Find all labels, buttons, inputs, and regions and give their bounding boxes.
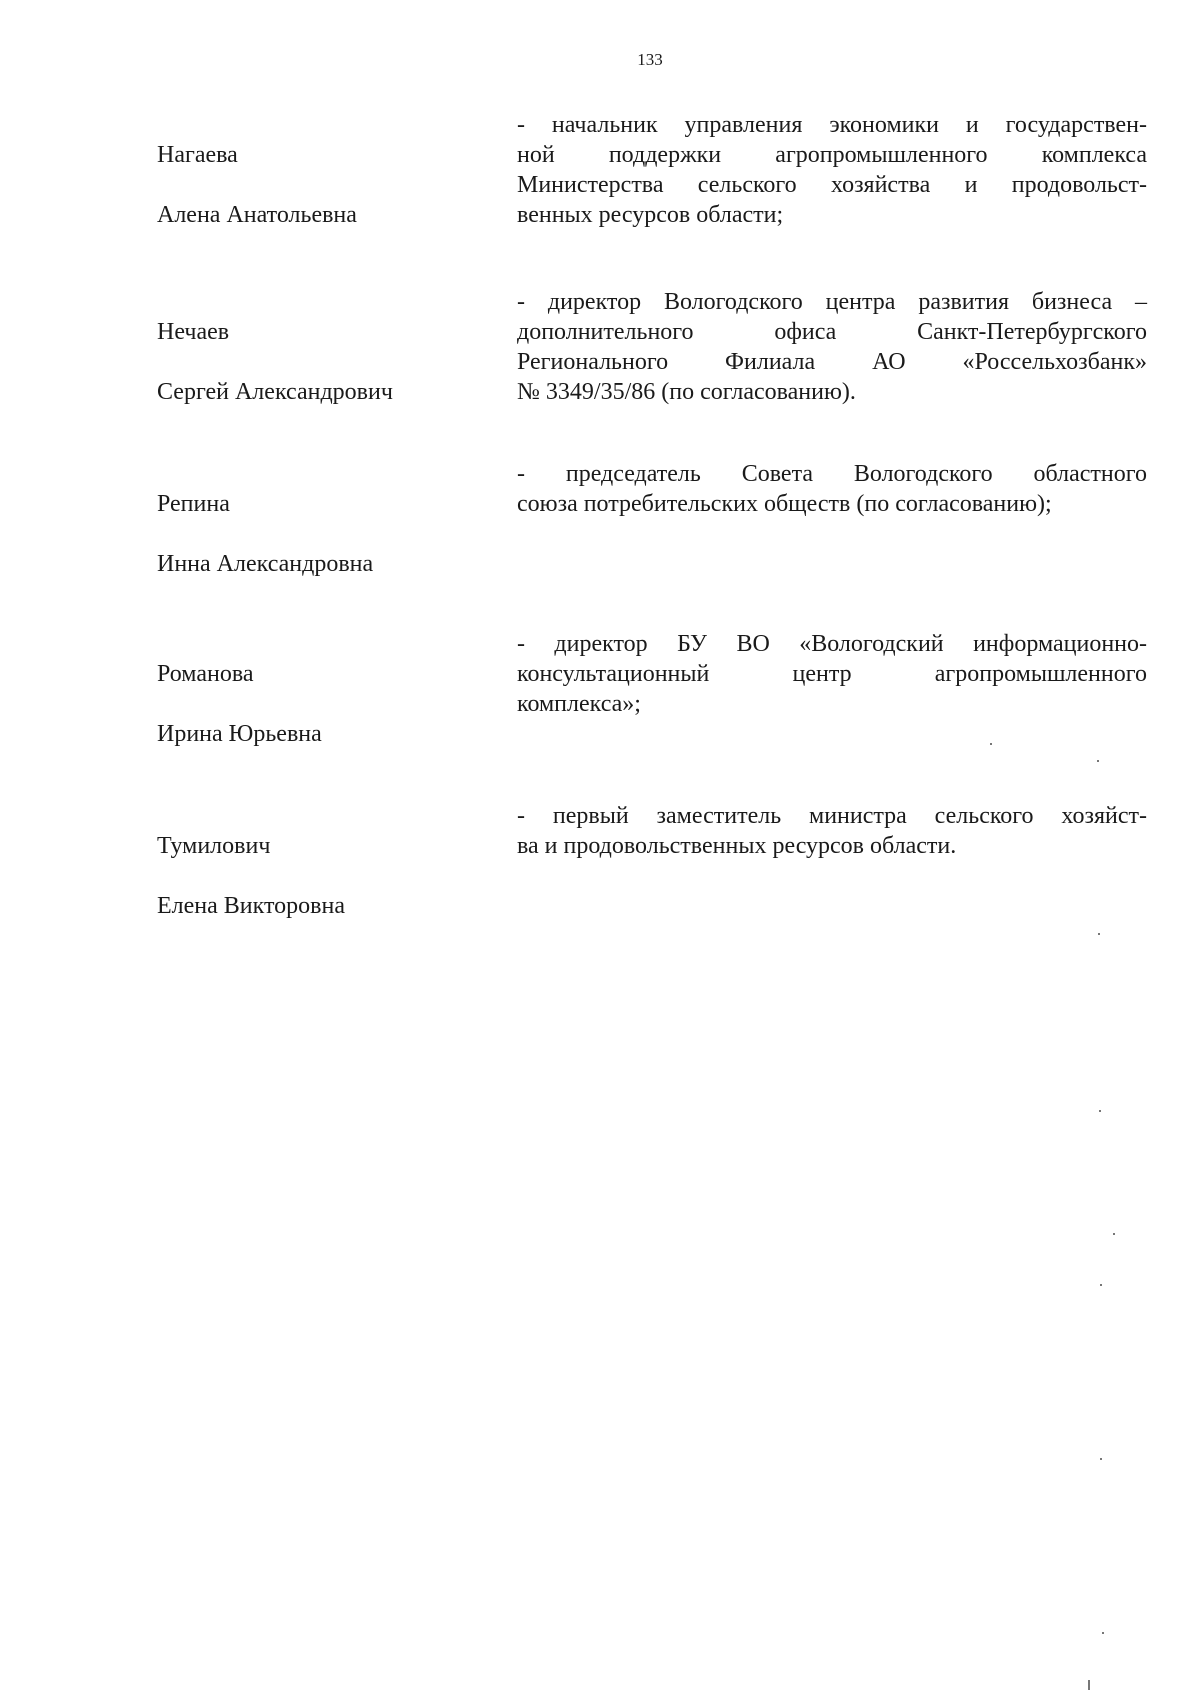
position-line: союза потребительских обществ (по согласованию); bbox=[517, 491, 1052, 517]
scan-speck bbox=[990, 743, 992, 745]
position-line: - начальник управления экономики и государствен- bbox=[517, 112, 1147, 138]
member-entry bbox=[157, 629, 1147, 779]
position-line: Министерства сельского хозяйства и продовольст- bbox=[517, 172, 1147, 198]
member-position bbox=[517, 110, 1147, 260]
member-entry bbox=[157, 110, 1147, 260]
member-position bbox=[517, 287, 1147, 437]
surname: Тумилович bbox=[157, 833, 271, 859]
page-number: 133 bbox=[637, 50, 663, 69]
position-line: ва и продовольственных ресурсов области. bbox=[517, 833, 957, 859]
member-position bbox=[517, 629, 1147, 779]
position-line: комплекса»; bbox=[517, 691, 641, 717]
scan-speck bbox=[1099, 1110, 1101, 1112]
member-name bbox=[157, 287, 517, 437]
member-name bbox=[157, 801, 517, 951]
scan-speck bbox=[1098, 933, 1100, 935]
scan-speck bbox=[1113, 1233, 1115, 1235]
surname: Романова bbox=[157, 661, 254, 687]
position-line: № 3349/35/86 (по согласованию). bbox=[517, 379, 856, 405]
position-line: - директор БУ ВО «Вологодский информационно- bbox=[517, 631, 1147, 657]
surname: Нечаев bbox=[157, 319, 230, 345]
position-line: Регионального Филиала АО «Россельхозбанк» bbox=[517, 349, 1147, 375]
position-line: - директор Вологодского центра развития бизнеса – bbox=[517, 289, 1147, 315]
given-names: Елена Викторовна bbox=[157, 893, 345, 919]
member-entry bbox=[157, 801, 1147, 951]
scan-speck bbox=[1100, 1458, 1102, 1460]
member-name bbox=[157, 459, 517, 609]
position-line: - председатель Совета Вологодского областного bbox=[517, 461, 1147, 487]
position-line: венных ресурсов области; bbox=[517, 202, 784, 228]
member-name bbox=[157, 110, 517, 260]
position-line: консультационный центр агропромышленного bbox=[517, 661, 1147, 687]
scan-speck bbox=[1100, 1284, 1102, 1286]
member-entry bbox=[157, 459, 1147, 609]
position-line: дополнительного офиса Санкт-Петербургского bbox=[517, 319, 1147, 345]
member-name bbox=[157, 629, 517, 779]
member-entry bbox=[157, 287, 1147, 437]
position-line: ной поддержки агропромышленного комплекса bbox=[517, 142, 1147, 168]
given-names: Сергей Александрович bbox=[157, 379, 393, 405]
given-names: Инна Александровна bbox=[157, 551, 374, 577]
surname: Нагаева bbox=[157, 142, 238, 168]
given-names: Алена Анатольевна bbox=[157, 202, 357, 228]
member-position bbox=[517, 801, 1147, 951]
scan-speck bbox=[1088, 1680, 1090, 1690]
position-line: - первый заместитель министра сельского хозяйст- bbox=[517, 803, 1147, 829]
surname: Репина bbox=[157, 491, 230, 517]
scan-speck bbox=[1102, 1632, 1104, 1634]
scan-speck bbox=[1097, 760, 1099, 762]
given-names: Ирина Юрьевна bbox=[157, 721, 322, 747]
member-list bbox=[157, 110, 1147, 951]
member-position bbox=[517, 459, 1147, 609]
